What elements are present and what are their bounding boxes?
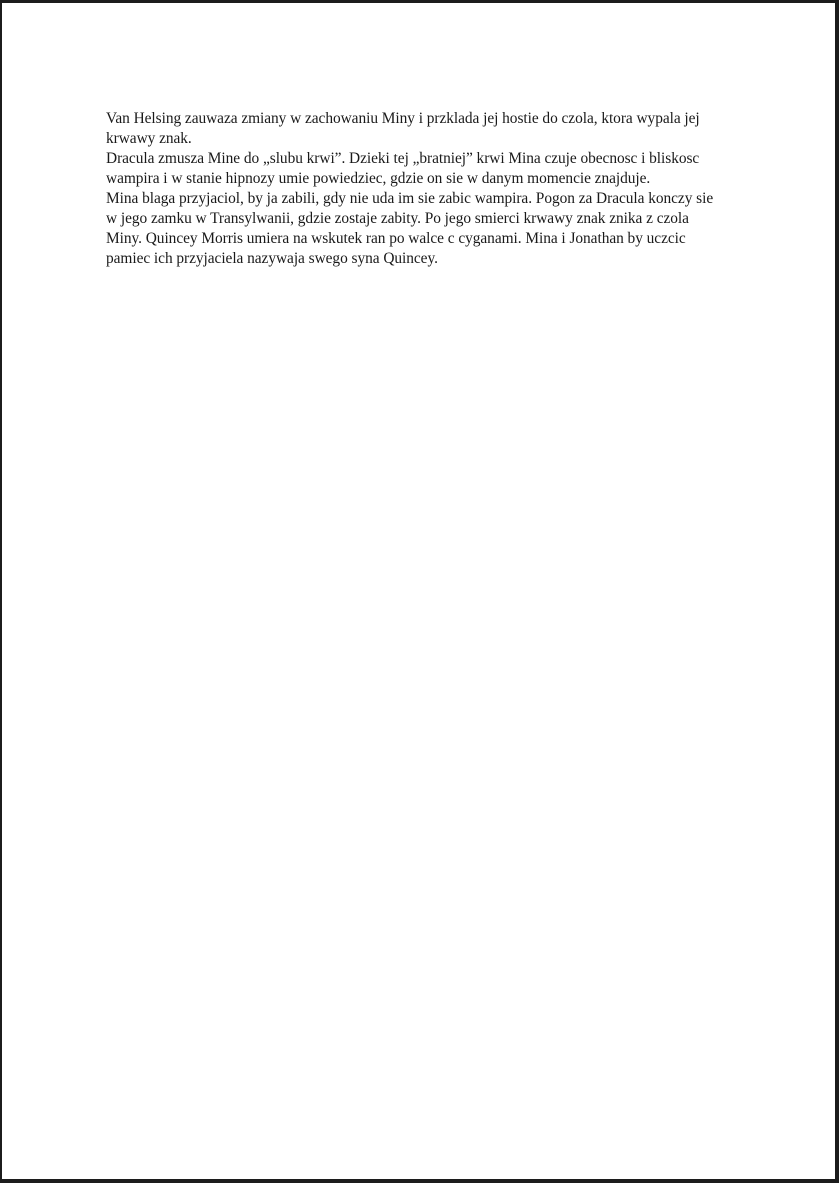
scan-edge-right (835, 0, 839, 1183)
text-line: wampira i w stanie hipnozy umie powiedziec, gdzie on sie w danym momencie znajduje. (106, 170, 651, 187)
body-text (106, 109, 786, 269)
text-line: Van Helsing zauwaza zmiany w zachowaniu Miny i przklada jej hostie do czola, ktora wypala jej (106, 110, 700, 127)
text-line: Miny. Quincey Morris umiera na wskutek ran po walce c cyganami. Mina i Jonathan by uczcic (106, 230, 686, 247)
text-line: krwawy znak. (106, 130, 192, 147)
scan-edge-top (0, 0, 839, 3)
text-line: pamiec ich przyjaciela nazywaja swego syna Quincey. (106, 250, 438, 267)
text-line: Mina blaga przyjaciol, by ja zabili, gdy nie uda im sie zabic wampira. Pogon za Dracula konczy sie (106, 190, 714, 207)
scan-edge-bottom (0, 1179, 839, 1183)
text-line: Dracula zmusza Mine do „slubu krwi”. Dzieki tej „bratniej” krwi Mina czuje obecnosc i bliskosc (106, 150, 700, 167)
scan-edge-left (0, 0, 2, 1183)
text-line: w jego zamku w Transylwanii, gdzie zostaje zabity. Po jego smierci krwawy znak znika z czola (106, 210, 689, 227)
